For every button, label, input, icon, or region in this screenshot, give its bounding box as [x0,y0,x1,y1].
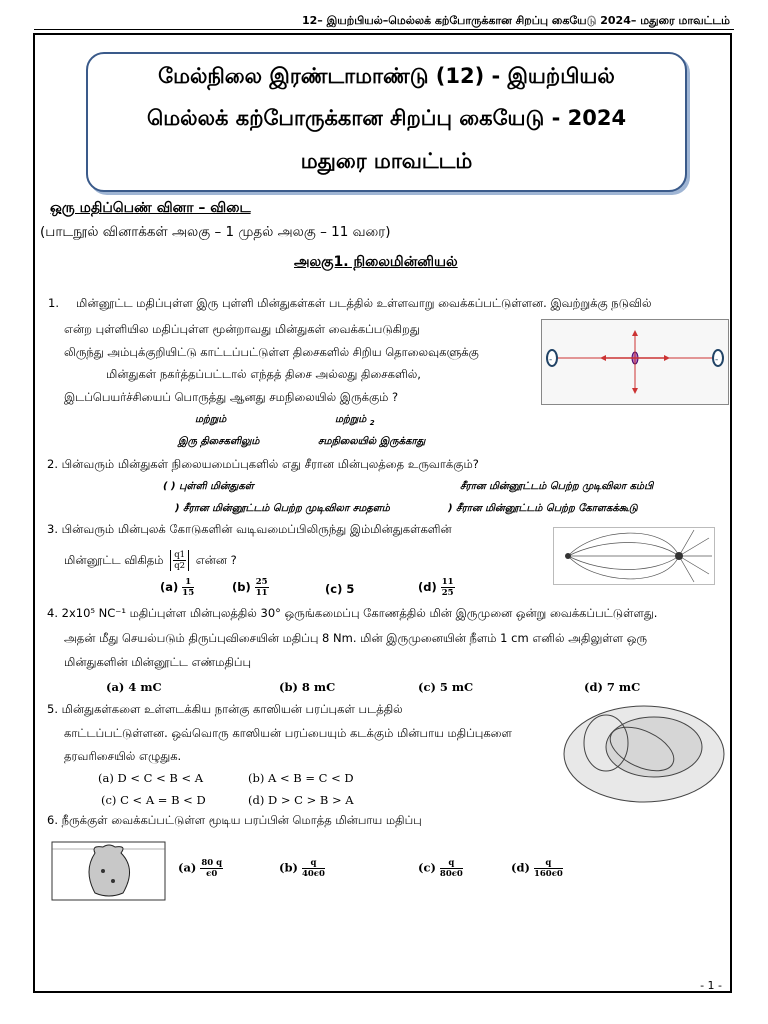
q1-line-3: லிருந்து அம்புக்குறியிட்டு காட்டப்பட்டுள்ள திசைகளில் சிறிய தொலைவுகளுக்கு [64,345,479,359]
q5-line-2: காட்டப்பட்டுள்ளன. ஒவ்வொரு காஸியன் பரப்பையும் கடக்கும் மின்பாய மதிப்புகளை [64,726,512,740]
q2-option-b: சீரான மின்னூட்டம் பெற்ற முடிவிலா கம்பி [460,481,654,492]
q6-option-c: (c) $\frac{q}{80\epsilon 0}$ [418,858,463,879]
q4-option-c: (c) 5 mC [418,680,474,694]
q3-option-b: (b) $\frac{25}{11}$ [232,577,268,598]
q5-option-c: (c) C < A = B < D [101,793,206,807]
q3-field-lines-figure [553,527,715,585]
q2-text: 2. பின்வரும் மின்துகள் நிலையமைப்புகளில் எது சீரான மின்புலத்தை உருவாக்கும்? [47,457,479,471]
q3-line-1: 3. பின்வரும் மின்புலக் கோடுகளின் வடிவமைப்பிலிருந்து இம்மின்துகள்களின் [47,522,452,536]
header-rule [34,29,734,30]
q4-line-3: மின்துகளின் மின்னூட்ட எண்மதிப்பு [64,655,251,669]
q6-option-d: (d) $\frac{q}{160\epsilon 0}$ [511,858,563,879]
q2-option-d: ) சீரான மின்னூட்டம் பெற்ற கோளகக்கூடு [448,503,638,514]
section-heading: ஒரு மதிப்பெண் வினா – விடை [50,200,251,216]
unit-heading: அலகு1. நிலைமின்னியல் [294,254,458,270]
q4-option-a: (a) 4 mC [106,680,162,694]
page-number: - 1 - [700,979,722,992]
q5-option-a: (a) D < C < B < A [98,771,204,785]
q4-line-1: 4. 2x10⁵ NC⁻¹ மதிப்புள்ள மின்புலத்தில் 30° ஒருங்கமைப்பு கோணத்தில் மின் இருமுனை ஒன்று வைக்கப்பட்டுள்ளது. [47,606,658,620]
q1-line-1: மின்னூட்ட மதிப்புள்ள இரு புள்ளி மின்துகள்கள் படத்தில் உள்ளவாறு வைக்கப்பட்டுள்ளன. இவற்றுக்கு நடுவில் [76,296,652,310]
q1-line-5: இடப்பெயர்ச்சியைப் பொருத்து ஆனது சமநிலையில் இருக்கும் ? [64,390,399,404]
q1-line-2: என்ற புள்ளியில மதிப்புள்ள மூன்றாவது மின்துகள் வைக்கப்படுகிறது [64,322,420,336]
q1-option-c: இரு திசைகளிலும் [178,436,260,447]
q1-number: 1. [48,296,59,310]
q1-line-4: மின்துகள் நகர்த்தப்பட்டால் எந்தத் திசை அல்லது திசைகளில், [106,367,421,381]
q4-line-2: அதன் மீது செயல்படும் திருப்புவிசையின் மதிப்பு 8 Nm. மின் இருமுனையின் நீளம் 1 cm எனில் அதிலுள்ள ஒரு [64,631,648,645]
q6-water-container-figure [51,841,166,901]
q3-option-c: (c) 5 [325,582,355,596]
title-line-1: மேல்நிலை இரண்டாமாண்டு (12) - இயற்பியல் [158,64,615,88]
q2-option-c: ) சீரான மின்னூட்டம் பெற்ற முடிவிலா சமதளம் [175,503,390,514]
q1-option-d: சமநிலையில் இருக்காது [318,436,426,447]
q2-option-a: ( ) புள்ளி மின்துகள் [163,481,254,492]
q5-line-3: தரவரிசையில் எழுதுக. [64,749,182,763]
q3-option-d: (d) $\frac{11}{25}$ [418,577,454,598]
q1-option-b: மற்றும் $_2$ [335,414,375,427]
q6-option-a: (a) $\frac{80 q}{\epsilon 0}$ [178,858,223,879]
q5-gaussian-surfaces-figure [562,703,726,805]
q6-option-b: (b) $\frac{q}{40\epsilon 0}$ [279,858,325,879]
title-box [86,52,687,192]
q4-option-d: (d) 7 mC [584,680,641,694]
running-header: 12– இயற்பியல்–மெல்லக் கற்போருக்கான சிறப்பு கையேடு 2024– மதுரை மாவட்டம் [301,14,730,27]
q4-option-b: (b) 8 mC [279,680,336,694]
title-line-2: மெல்லக் கற்போருக்கான சிறப்பு கையேடு - 2024 [146,106,627,130]
q1-charges-figure [541,319,729,405]
q1-option-a: மற்றும் [195,414,227,425]
q5-option-b: (b) A < B = C < D [248,771,354,785]
svg-text:-: - [715,355,719,365]
q3-line-2: மின்னூட்ட விகிதம் $\frac{q1}{q2}$ என்ன ? [64,550,237,571]
title-line-3: மதுரை மாவட்டம் [300,149,473,173]
svg-text:-: - [549,355,553,365]
q3-option-a: (a) $\frac{1}{15}$ [160,577,195,598]
q5-option-d: (d) D > C > B > A [248,793,354,807]
q6-text: 6. நீருக்குள் வைக்கப்பட்டுள்ள மூடிய பரப்பின் மொத்த மின்பாய மதிப்பு [47,813,422,827]
section-subheading: (பாடநூல் வினாக்கள் அலகு – 1 முதல் அலகு – 11 வரை) [40,224,391,240]
q5-line-1: 5. மின்துகள்களை உள்ளடக்கிய நான்கு காஸியன் பரப்புகள் படத்தில் [47,702,403,716]
